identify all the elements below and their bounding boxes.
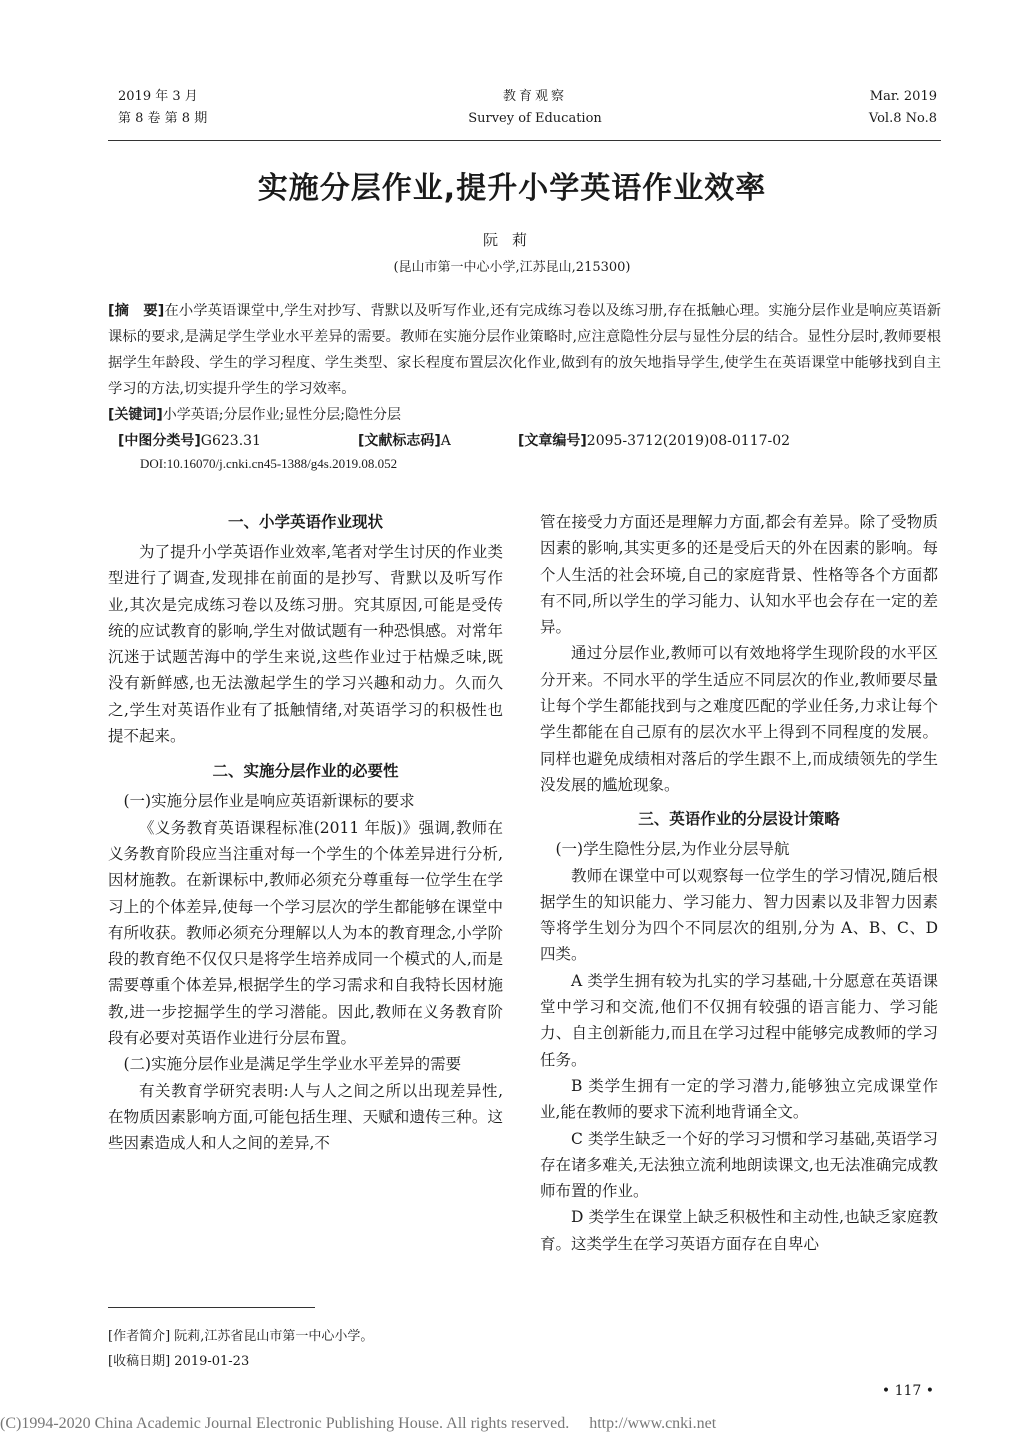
layered-homework-paragraph: 通过分层作业,教师可以有效地将学生现阶段的水平区分开来。不同水平的学生适应不同层次的作业,教师要尽量让每个学生都能找到与之难度匹配的学业任务,力求让每个学生都能在自己原有的层次水平上得到不同程度的发展。同样也避免成绩相对落后的学生跟不上,而成绩领先的学生没发展的尴尬现象。	[540, 644, 938, 794]
header-date-en: Mar. 2019	[869, 89, 937, 104]
article-number	[518, 428, 790, 454]
journal-name-cn: 教育观察	[502, 89, 567, 104]
section-1-title: 一、小学英语作业现状	[227, 513, 383, 531]
section-2-paragraph-1: 《义务教育英语课程标准(2011 年版)》强调,教师在义务教育阶段应当注重对每一个学生的个体差异进行分析,因材施教。在新课标中,教师必须充分尊重每一位学生在学习上的个体差异,使每一个学习层次的学生都能够在课堂中有所收获。教师必须充分理解以人为本的教育理念,小学阶段的教育绝不仅仅只是将学生培养成同一个模式的人,而是需要尊重个体差异,根据学生的学习需求和自我特长因材施教,进一步挖掘学生的学习潜能。因此,教师在义务教育阶段有必要对英语作业进行分层布置。	[108, 818, 503, 1048]
clc-code	[118, 428, 261, 454]
footnote-received: [收稿日期] 2019-01-23	[108, 1354, 250, 1369]
section-2-subtitle-1: (一)实施分层作业是响应英语新课标的要求	[123, 792, 415, 811]
left-column	[108, 509, 503, 1157]
section-2-subtitle-2: (二)实施分层作业是满足学生学业水平差异的需要	[123, 1055, 462, 1074]
article-title: 实施分层作业,提升小学英语作业效率	[257, 171, 767, 206]
section-2-title: 二、实施分层作业的必要性	[212, 762, 399, 781]
abstract-label: [摘 要]	[108, 303, 165, 319]
group-c-paragraph: C 类学生缺乏一个好的学习习惯和学习基础,英语学习存在诸多难关,无法独立流利地朗读课文,也无法准确完成教师布置的作业。	[540, 1129, 938, 1201]
abstract-text: 在小学英语课堂中,学生对抄写、背默以及听写作业,还有完成练习卷以及练习册,存在抵触心理。实施分层作业是响应英语新课标的要求,是满足学生学业水平差异的需要。教师在实施分层作业策略时,应注意隐性分层与显性分层的结合。显性分层时,教师要根据学生年龄段、学生的学习程度、学生类型、家长程度布置层次化作业,做到有的放矢地指导学生,使学生在英语课堂中能够找到自主学习的方法,切实提升学生的学习效率。	[108, 303, 941, 397]
doi: DOI:10.16070/j.cnki.cn45-1388/g4s.2019.08.052	[140, 456, 398, 471]
right-column	[540, 509, 938, 1257]
section-1-paragraph: 为了提升小学英语作业效率,笔者对学生讨厌的作业类型进行了调查,发现排在前面的是抄写、背默以及听写作业,其次是完成练习卷以及练习册。究其原因,可能是受传统的应试教育的影响,学生对做试题有一种恐惧感。对常年沉迷于试题苦海中的学生来说,这些作业过于枯燥乏味,既没有新鲜感,也无法激起学生的学习兴趣和动力。久而久之,学生对英语作业有了抵触情绪,对英语学习的积极性也提不起来。	[108, 543, 503, 746]
continued-paragraph: 管在接受力方面还是理解力方面,都会有差异。除了受物质因素的影响,其实更多的还是受后天的外在因素的影响。每个人生活的社会环境,自己的家庭背景、性格等各个方面都有不同,所以学生的学习能力、认知水平也会存在一定的差异。	[540, 513, 938, 637]
header-volume-en: Vol.8 No.8	[868, 111, 937, 126]
doc-code	[358, 428, 451, 454]
clc-label: [中图分类号]	[118, 433, 201, 449]
journal-name-en: Survey of Education	[468, 111, 602, 126]
section-2-paragraph-2: 有关教育学研究表明:人与人之间之所以出现差异性,在物质因素影响方面,可能包括生理、天赋和遗传三种。这些因素造成人和人之间的差异,不	[108, 1081, 503, 1153]
article-number-value: 2095-3712(2019)08-0117-02	[586, 433, 791, 449]
copyright-line: (C)1994-2020 China Academic Journal Electronic Publishing House. All rights reserved. http://www.cnki.net	[0, 1415, 717, 1432]
abstract	[108, 298, 941, 402]
header-right	[869, 86, 937, 130]
page-number: • 117 •	[881, 1383, 934, 1399]
keywords-label: [关键词]	[108, 407, 163, 423]
article-number-label: [文章编号]	[518, 433, 587, 449]
keywords-text: 小学英语;分层作业;显性分层;隐性分层	[162, 407, 401, 423]
classification-line	[108, 428, 941, 454]
clc-value: G623.31	[200, 433, 261, 449]
group-d-paragraph: D 类学生在课堂上缺乏积极性和主动性,也缺乏家庭教育。这类学生在学习英语方面存在自卑心	[540, 1208, 938, 1253]
author-name: 阮莉	[482, 231, 541, 249]
section-3-paragraph-1: 教师在课堂中可以观察每一位学生的学习情况,随后根据学生的知识能力、学习能力、智力因素以及非智力因素等将学生划分为四个不同层次的组别,分为 A、B、C、D 四类。	[540, 866, 938, 964]
doc-value: A	[440, 433, 451, 449]
doc-label: [文献标志码]	[358, 433, 441, 449]
header-rule	[108, 140, 941, 141]
footnote-rule	[108, 1307, 315, 1308]
footnote-author: [作者简介] 阮莉,江苏省昆山市第一中心小学。	[108, 1329, 374, 1344]
header-date: 2019 年 3 月	[118, 89, 198, 104]
group-b-paragraph: B 类学生拥有一定的学习潜力,能够独立完成课堂作业,能在教师的要求下流利地背诵全文。	[540, 1076, 938, 1122]
header-volume: 第 8 卷 第 8 期	[118, 111, 208, 126]
author-affiliation: (昆山市第一中心小学,江苏昆山,215300)	[393, 260, 631, 275]
group-a-paragraph: A 类学生拥有较为扎实的学习基础,十分愿意在英语课堂中学习和交流,他们不仅拥有较强的语言能力、学习能力、自主创新能力,而且在学习过程中能够完成教师的学习任务。	[540, 971, 938, 1069]
keywords	[108, 402, 941, 428]
section-3-subtitle-1: (一)学生隐性分层,为作业分层导航	[555, 840, 790, 859]
abstract-block	[108, 298, 941, 474]
section-3-title: 三、英语作业的分层设计策略	[638, 810, 840, 829]
